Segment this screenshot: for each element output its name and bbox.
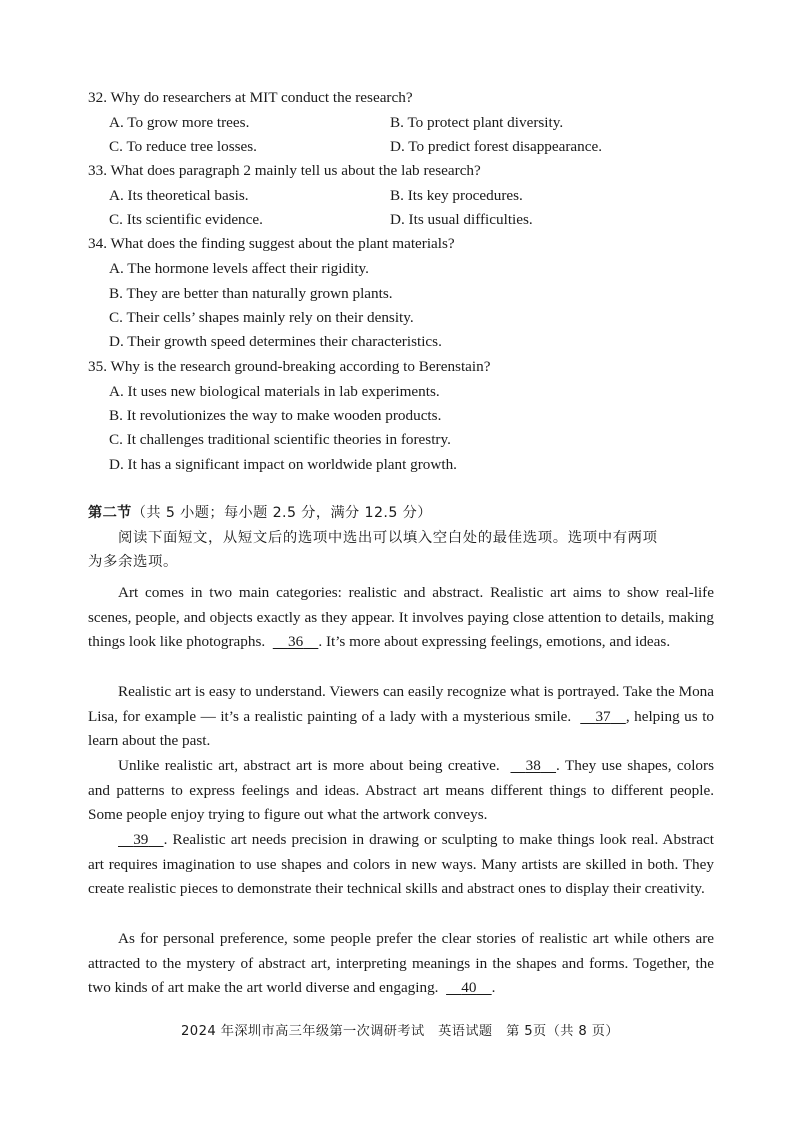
question-34-stem: 34. What does the finding suggest about the plant materials? bbox=[88, 235, 455, 252]
p3-text-a: Unlike realistic art, abstract art is more about being creative. bbox=[118, 757, 500, 774]
p3-text-b: . They use shapes, colors and patterns to express feelings and ideas. Abstract art means different things to different people. Some people enjoy trying to figure out what the artwork conveys. bbox=[88, 757, 714, 824]
p2-text-b: , helping us to learn about the past. bbox=[88, 707, 715, 750]
question-33-stem: 33. What does paragraph 2 mainly tell us about the lab research? bbox=[88, 162, 481, 179]
blank-39: 39 bbox=[133, 831, 149, 848]
q33-option-b: B. Its key procedures. bbox=[390, 187, 523, 204]
q33-option-c: C. Its scientific evidence. bbox=[109, 211, 263, 228]
passage-paragraph-5 bbox=[88, 927, 714, 1001]
blank-40: 40 bbox=[461, 979, 477, 997]
q34-option-b: B. They are better than naturally grown plants. bbox=[109, 285, 393, 302]
q32-option-b: B. To protect plant diversity. bbox=[390, 114, 564, 131]
q33-option-a: A. Its theoretical basis. bbox=[109, 187, 249, 204]
q34-option-a: A. The hormone levels affect their rigidity. bbox=[109, 260, 369, 277]
question-32-stem: 32. Why do researchers at MIT conduct the research? bbox=[88, 89, 413, 106]
p2-text-a: Realistic art is easy to understand. Viewers can easily recognize what is portrayed. Take the Mona Lisa, for example — it’s a realistic painting of a lady with a mysterious smile. bbox=[88, 683, 714, 725]
section-2-instruction-line2: 为多余选项。 bbox=[88, 554, 178, 570]
passage-paragraph-1 bbox=[88, 581, 714, 655]
question-35-stem: 35. Why is the research ground-breaking according to Berenstain? bbox=[88, 358, 491, 375]
q35-option-c: C. It challenges traditional scientific theories in forestry. bbox=[109, 431, 451, 448]
p1-text-a: Art comes in two main categories: realistic and abstract. Realistic art aims to show real-life scenes, people, and objects exactly as they appear. It involves paying close attention to details, making things look like photographs. bbox=[88, 584, 714, 651]
passage-paragraph-4 bbox=[88, 828, 714, 902]
section-2-instruction-line1: 阅读下面短文，从短文后的选项中选出可以填入空白处的最佳选项。选项中有两项 bbox=[118, 530, 658, 546]
q32-option-a: A. To grow more trees. bbox=[109, 114, 250, 131]
blank-36: 36 bbox=[287, 633, 304, 651]
blank-38: 38 bbox=[525, 757, 541, 774]
q32-option-c: C. To reduce tree losses. bbox=[109, 138, 257, 155]
section-2-meta: （共 5 小题；每小题 2.5 分，满分 12.5 分） bbox=[131, 505, 432, 521]
page-footer: 2024 年深圳市高三年级第一次调研考试 英语试题 第 5页（共 8 页） bbox=[181, 1024, 619, 1039]
q35-option-b: B. It revolutionizes the way to make wooden products. bbox=[109, 407, 442, 424]
section-2-title: 第二节 bbox=[88, 505, 132, 521]
passage-paragraph-2 bbox=[88, 680, 714, 754]
q32-option-d: D. To predict forest disappearance. bbox=[390, 138, 603, 155]
q35-option-a: A. It uses new biological materials in lab experiments. bbox=[109, 383, 440, 400]
q34-option-c: C. Their cells’ shapes mainly rely on their density. bbox=[109, 309, 414, 326]
q35-option-d: D. It has a significant impact on worldwide plant growth. bbox=[109, 456, 457, 473]
p4-text-b: . Realistic art needs precision in drawing or sculpting to make things look real. Abstract art requires imagination to use shapes and colors in new ways. Many artists are skilled in both. They create realistic pieces to demonstrate their technical skills and abstract ones to display their creativity. bbox=[88, 831, 714, 898]
p1-text-b: . It’s more about expressing feelings, emotions, and ideas. bbox=[318, 633, 671, 651]
p5-text-a: As for personal preference, some people prefer the clear stories of realistic art while others are attracted to the mystery of abstract art, interpreting meanings in the shapes and forms. Together, the two kinds of art make the art world diverse and engaging. bbox=[88, 930, 714, 997]
p5-text-b: . bbox=[491, 979, 496, 997]
blank-37: 37 bbox=[595, 707, 611, 725]
q33-option-d: D. Its usual difficulties. bbox=[390, 211, 533, 228]
passage-paragraph-3 bbox=[88, 754, 714, 828]
q34-option-d: D. Their growth speed determines their characteristics. bbox=[109, 333, 442, 350]
section-2-header bbox=[88, 503, 432, 523]
